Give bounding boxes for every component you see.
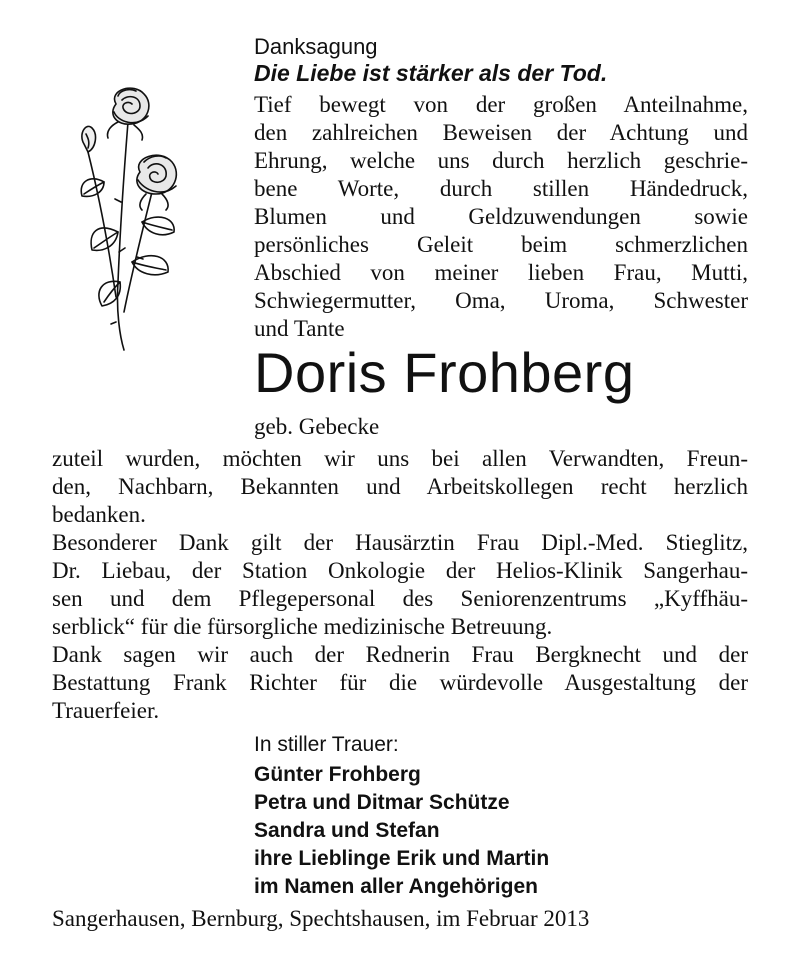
body-line: zuteil wurden, möchten wir uns bei allen Verwandten, Freun- bbox=[52, 446, 748, 471]
deceased-name: Doris Frohberg bbox=[254, 341, 635, 404]
birth-name: geb. Gebecke bbox=[254, 414, 380, 439]
body-line: den, Nachbarn, Bekannten und Arbeitskollegen recht herzlich bbox=[52, 474, 748, 499]
intro-line: und Tante bbox=[254, 316, 345, 341]
body-line: Dank sagen wir auch der Rednerin Frau Bergknecht und der bbox=[52, 642, 748, 667]
intro-line: Blumen und Geldzuwendungen sowie bbox=[254, 204, 748, 229]
notice-title: Danksagung bbox=[254, 34, 378, 59]
mourner-name: im Namen aller Angehörigen bbox=[254, 875, 538, 898]
body-line: Dr. Liebau, der Station Onkologie der Helios-Klinik Sangerhau- bbox=[52, 558, 748, 583]
intro-line: bene Worte, durch stillen Händedruck, bbox=[254, 176, 748, 201]
mourner-name: ihre Lieblinge Erik und Martin bbox=[254, 847, 550, 870]
body-line: Bestattung Frank Richter für die würdevolle Ausgestaltung der bbox=[52, 670, 748, 695]
intro-line: Schwiegermutter, Oma, Uroma, Schwester bbox=[254, 288, 748, 313]
body-line: Trauerfeier. bbox=[52, 698, 160, 723]
mourners-heading: In stiller Trauer: bbox=[254, 733, 399, 756]
rose-illustration bbox=[58, 82, 198, 352]
intro-line: Tief bewegt von der großen Anteilnahme, bbox=[254, 92, 748, 117]
body-line: bedanken. bbox=[52, 502, 146, 527]
mourner-name: Günter Frohberg bbox=[254, 763, 421, 786]
intro-line: den zahlreichen Beweisen der Achtung und bbox=[254, 120, 748, 145]
intro-line: Abschied von meiner lieben Frau, Mutti, bbox=[254, 260, 748, 285]
place-date: Sangerhausen, Bernburg, Spechtshausen, im Februar 2013 bbox=[52, 906, 590, 931]
body-line: sen und dem Pflegepersonal des Seniorenzentrums „Kyffhäu- bbox=[52, 586, 748, 611]
mourner-name: Petra und Ditmar Schütze bbox=[254, 791, 510, 814]
intro-line: Ehrung, welche uns durch herzlich geschrie- bbox=[254, 148, 748, 173]
notice-motto: Die Liebe ist stärker als der Tod. bbox=[254, 60, 608, 86]
body-line: Besonderer Dank gilt der Hausärztin Frau Dipl.-Med. Stieglitz, bbox=[52, 530, 748, 555]
intro-line: persönliches Geleit beim schmerzlichen bbox=[254, 232, 748, 257]
body-line: serblick“ für die fürsorgliche medizinische Betreuung. bbox=[52, 614, 553, 639]
mourner-name: Sandra und Stefan bbox=[254, 819, 440, 842]
